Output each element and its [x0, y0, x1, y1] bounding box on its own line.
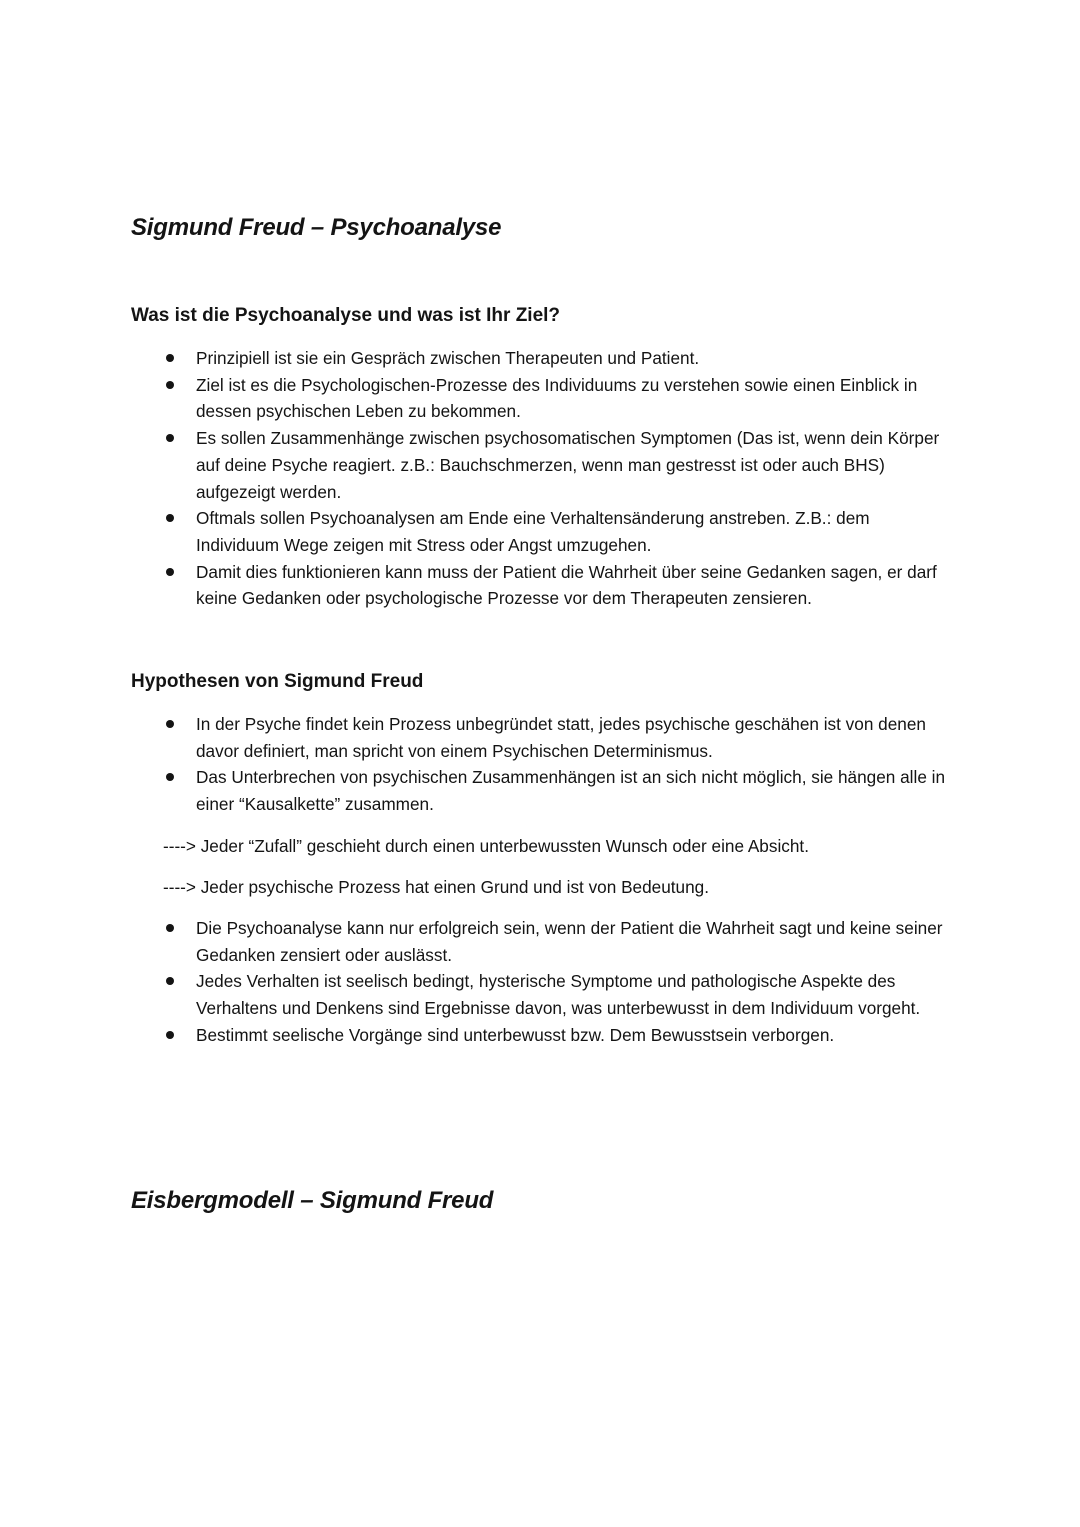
hypotheses-list-a: [0, 711, 1080, 818]
arrow-note-2: ----> Jeder psychische Prozess hat einen Grund und ist von Bedeutung.: [163, 877, 710, 897]
list-item: Ziel ist es die Psychologischen-Prozesse des Individuums zu verstehen sowie einen Einblick in dessen psychischen Leben zu bekommen.: [0, 372, 956, 425]
list-item: Bestimmt seelische Vorgänge sind unterbewusst bzw. Dem Bewusstsein verborgen.: [0, 1022, 956, 1049]
list-item: Die Psychoanalyse kann nur erfolgreich sein, wenn der Patient die Wahrheit sagt und keine seiner Gedanken zensiert oder auslässt.: [0, 915, 956, 968]
bullet-icon: [166, 354, 174, 362]
list-item: In der Psyche findet kein Prozess unbegründet statt, jedes psychische geschähen ist von denen davor definiert, man spricht von einem Psychischen Determinismus.: [0, 711, 956, 764]
list-item: Damit dies funktionieren kann muss der Patient die Wahrheit über seine Gedanken sagen, er darf keine Gedanken oder psychologische Prozesse vor dem Therapeuten zensieren.: [0, 559, 956, 612]
list-item: Prinzipiell ist sie ein Gespräch zwischen Therapeuten und Patient.: [0, 345, 956, 372]
list-item: Das Unterbrechen von psychischen Zusammenhängen ist an sich nicht möglich, sie hängen alle in einer “Kausalkette” zusammen.: [0, 764, 956, 817]
section-heading-hypotheses: Hypothesen von Sigmund Freud: [131, 671, 424, 692]
hypotheses-list-b: [0, 915, 1080, 1049]
bullet-icon: [166, 1031, 174, 1039]
list-item: Jedes Verhalten ist seelisch bedingt, hysterische Symptome und pathologische Aspekte des Verhaltens und Denkens sind Ergebnisse davon, was unterbewusst in dem Individuum vorgeht.: [0, 968, 956, 1021]
section-heading-goals: Was ist die Psychoanalyse und was ist Ihr Ziel?: [131, 305, 561, 326]
list-item: Es sollen Zusammenhänge zwischen psychosomatischen Symptomen (Das ist, wenn dein Körper auf deine Psyche reagiert. z.B.: Bauchschmerzen, wenn man gestresst ist oder auch BHS) aufgezeigt werden.: [0, 425, 956, 505]
bullet-icon: [166, 514, 174, 522]
bullet-icon: [166, 924, 174, 932]
bullet-icon: [166, 568, 174, 576]
section-title-iceberg: Eisbergmodell – Sigmund Freud: [131, 1187, 494, 1214]
list-item: Oftmals sollen Psychoanalysen am Ende eine Verhaltensänderung anstreben. Z.B.: dem Individuum Wege zeigen mit Stress oder Angst umzugehen.: [0, 505, 956, 558]
arrow-note-1: ----> Jeder “Zufall” geschieht durch einen unterbewussten Wunsch oder eine Absicht.: [163, 836, 809, 856]
bullet-icon: [166, 381, 174, 389]
bullet-icon: [166, 773, 174, 781]
bullet-icon: [166, 720, 174, 728]
goals-list: [0, 345, 1080, 612]
bullet-icon: [166, 434, 174, 442]
page-title: Sigmund Freud – Psychoanalyse: [131, 214, 502, 241]
bullet-icon: [166, 977, 174, 985]
